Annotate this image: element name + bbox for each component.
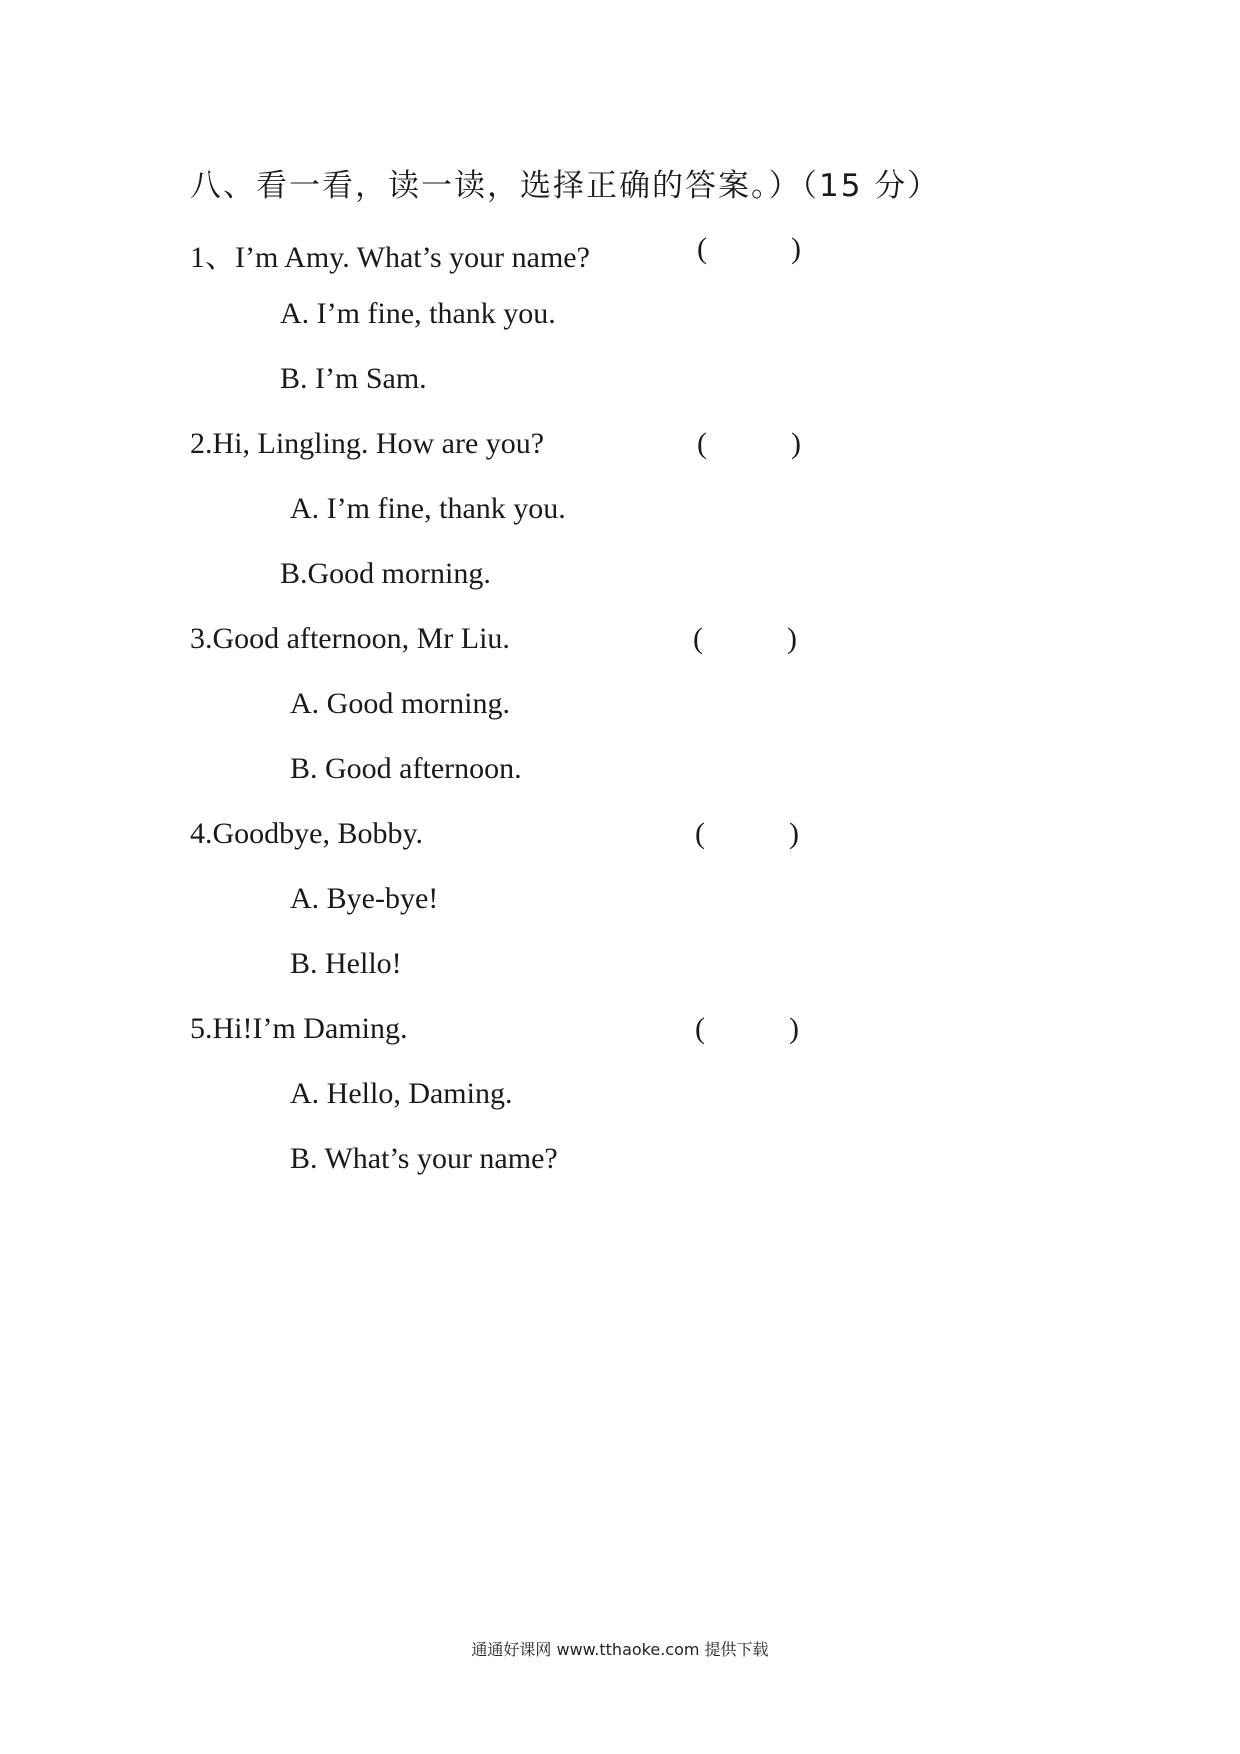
section-title: 八、看一看，读一读，选择正确的答案。）（15 分） — [190, 168, 941, 204]
bracket-open: ( — [695, 1012, 705, 1045]
bracket-open: ( — [697, 232, 707, 265]
bracket-open: ( — [693, 622, 703, 655]
question-3-prompt: 3.Good afternoon, Mr Liu. — [190, 622, 510, 655]
question-4-prompt: 4.Goodbye, Bobby. — [190, 817, 424, 850]
bracket-open: ( — [697, 427, 707, 460]
question-1-option-a: A. I’m fine, thank you. — [280, 297, 556, 330]
bracket-close: ) — [791, 232, 801, 265]
question-3-option-b: B. Good afternoon. — [290, 752, 522, 785]
question-1-option-b: B. I’m Sam. — [280, 362, 427, 395]
bracket-close: ) — [789, 817, 799, 850]
bracket-open: ( — [695, 817, 705, 850]
question-4-option-b: B. Hello! — [290, 947, 402, 980]
question-5-option-a: A. Hello, Daming. — [290, 1077, 513, 1110]
question-2-option-b: B.Good morning. — [280, 557, 491, 590]
question-5-prompt: 5.Hi!I’m Daming. — [190, 1012, 408, 1045]
footer-source-note: 通通好课网 www.tthaoke.com 提供下载 — [471, 1640, 769, 1659]
question-3-option-a: A. Good morning. — [290, 687, 510, 720]
question-2-prompt: 2.Hi, Lingling. How are you? — [190, 427, 545, 460]
question-1-prompt: 1、I’m Amy. What’s your name? — [190, 241, 590, 274]
question-2-option-a: A. I’m fine, thank you. — [290, 492, 566, 525]
bracket-close: ) — [787, 622, 797, 655]
question-4-option-a: A. Bye-bye! — [290, 882, 439, 915]
bracket-close: ) — [791, 427, 801, 460]
bracket-close: ) — [789, 1012, 799, 1045]
question-5-option-b: B. What’s your name? — [290, 1142, 558, 1175]
